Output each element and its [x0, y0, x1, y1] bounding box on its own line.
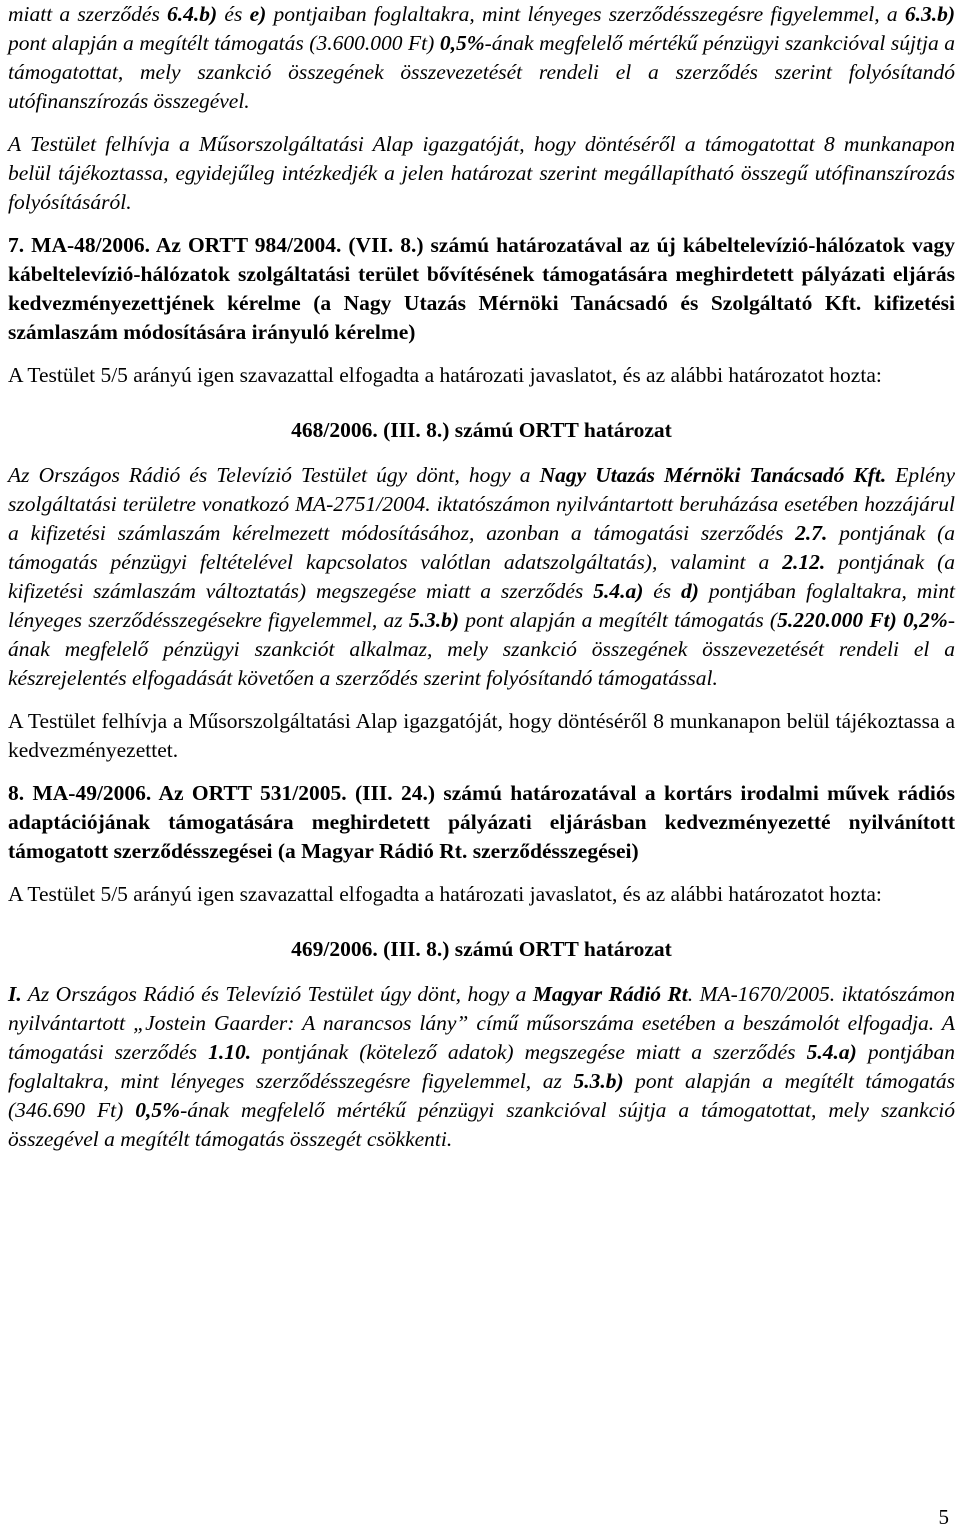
item8-heading: 8. MA-49/2006. Az ORTT 531/2005. (III. 24.) számú határozatával a kortárs irodalmi művek rádiós adaptációjának támogatására meghirdetett pályázati eljárásban kedvezményezetté nyilvánított támogatott szerződésszegései (a Magyar Rádió Rt. szerződésszegései) [8, 781, 955, 863]
item7-resolution-title: 468/2006. (III. 8.) számú ORTT határozat [291, 418, 672, 442]
intro-paragraph-notice: A Testület felhívja a Műsorszolgáltatási Alap igazgatóját, hogy döntéséről a támogatottat 8 munkanapon belül tájékoztassa, egyidejűleg intézkedjék a jelen határozat szerint megállapítható összegű utófinanszírozás folyósításáról. [8, 132, 955, 214]
page-number: 5 [938, 1505, 949, 1529]
intro-paragraph-sanction: miatt a szerződés 6.4.b) és e) pontjaiban foglaltakra, mint lényeges szerződésszegésre figyelemmel, a 6.3.b) pont alapján a megítélt támogatás (3.600.000 Ft) 0,5%-ának megfelelő mértékű pénzügyi szankcióval sújtja a támogatottat, mely szankció összegének összevezetését rendeli el a szerződés szerint folyósítandó utófinanszírozás összegével. [8, 2, 955, 113]
item7-vote: A Testület 5/5 arányú igen szavazattal elfogadta a határozati javaslatot, és az alábbi határozatot hozta: [8, 363, 882, 387]
item8-resolution-body: I. Az Országos Rádió és Televízió Testület úgy dönt, hogy a Magyar Rádió Rt. MA-1670/2005. iktatószámon nyilvántartott „Jostein Gaarder: A narancsos lány” című műsorszáma esetében a beszámolót elfogadja. A támogatási szerződés 1.10. pontjának (kötelező adatok) megszegése miatt a szerződés 5.4.a) pontjában foglaltakra, mint lényeges szerződésszegésre figyelemmel, az 5.3.b) pont alapján a megítélt támogatás (346.690 Ft) 0,5%-ának megfelelő mértékű pénzügyi szankcióval sújtja a támogatottat, mely szankció összegével a megítélt támogatás összegét csökkenti. [8, 982, 956, 1151]
item8-resolution-title: 469/2006. (III. 8.) számú ORTT határozat [291, 937, 672, 961]
item7-notice: A Testület felhívja a Műsorszolgáltatási Alap igazgatóját, hogy döntéséről 8 munkanapon belül tájékoztassa a kedvezményezettet. [8, 709, 955, 762]
item7-resolution-body: Az Országos Rádió és Televízió Testület úgy dönt, hogy a Nagy Utazás Mérnöki Tanácsadó Kft. Eplény szolgáltatási területre vonatkozó MA-2751/2004. iktatószámon nyilvántartott beruházása esetében hozzájárul a kifizetési számlaszám kérelmezett módosításához, azonban a támogatási szerződés 2.7. pontjának (a támogatás pénzügyi feltételével kapcsolatos valótlan adatszolgáltatás), valamint a 2.12. pontjának (a kifizetési számlaszám változtatás) megszegése miatt a szerződés 5.4.a) és d) pontjában foglaltakra, mint lényeges szerződésszegésekre figyelemmel, az 5.3.b) pont alapján a megítélt támogatás (5.220.000 Ft) 0,2%-ának megfelelő pénzügyi szankciót alkalmaz, mely szankció összegének összevezetését rendeli el a készrejelentés elfogadását követően a szerződés szerint folyósítandó támogatással. [8, 463, 955, 690]
item8-vote: A Testület 5/5 arányú igen szavazattal elfogadta a határozati javaslatot, és az alábbi határozatot hozta: [8, 882, 882, 906]
document-page [8, 0, 955, 1154]
item7-heading: 7. MA-48/2006. Az ORTT 984/2004. (VII. 8.) számú határozatával az új kábeltelevízió-hálózatok vagy kábeltelevízió-hálózatok szolgáltatási terület bővítésének támogatására meghirdetett pályázati eljárás kedvezményezettjének kérelme (a Nagy Utazás Mérnöki Tanácsadó és Szolgáltató Kft. kifizetési számlaszám módosítására irányuló kérelme) [8, 233, 955, 344]
